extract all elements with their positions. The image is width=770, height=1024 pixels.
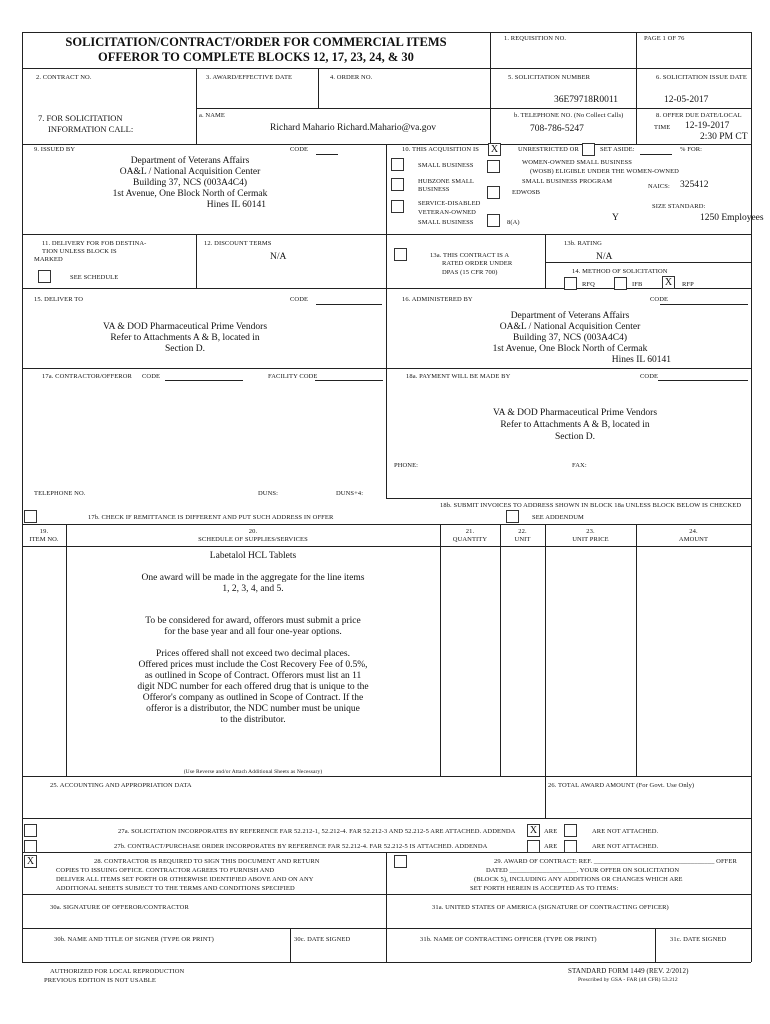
size-standard-value: 1250 Employees bbox=[700, 213, 764, 223]
deliver-to-line-2: Refer to Attachments A & B, located in bbox=[110, 333, 260, 343]
far-27b-checkbox[interactable] bbox=[24, 840, 37, 853]
col-amount: AMOUNT bbox=[678, 536, 709, 543]
para3-line-5: Offeror's company as outlined in Scope of Contract. If the bbox=[142, 693, 364, 703]
delivery-label-2: TION UNLESS BLOCK IS bbox=[42, 248, 117, 255]
for-solicitation-label: 7. FOR SOLICITATION bbox=[38, 113, 123, 123]
rated-order-label-2: RATED ORDER UNDER bbox=[442, 260, 513, 267]
co-date-label: 31c. DATE SIGNED bbox=[670, 936, 727, 943]
administered-by-line-5: Hines IL 60141 bbox=[611, 355, 671, 365]
total-award-label: 26. TOTAL AWARD AMOUNT (For Govt. Use Only) bbox=[548, 782, 695, 789]
delivery-label-3: MARKED bbox=[34, 256, 63, 263]
award-line-3: (BLOCK 5), INCLUDING ANY ADDITIONS OR CHANGES WHICH ARE bbox=[474, 876, 683, 883]
rfq-label: RFQ bbox=[582, 281, 595, 288]
offer-due-date: 12-19-2017 bbox=[685, 121, 730, 131]
form-subtitle: OFFEROR TO COMPLETE BLOCKS 12, 17, 23, 24, & 30 bbox=[98, 50, 414, 64]
wosb-checkbox[interactable] bbox=[487, 160, 500, 173]
col-quantity: QUANTITY bbox=[452, 536, 488, 543]
reverse-note: (Use Reverse and/or Attach Additional Sheets as Necessary) bbox=[183, 769, 323, 775]
para3-line-4: digit NDC number for each offered drug that is unique to the bbox=[137, 682, 369, 692]
discount-terms-label: 12. DISCOUNT TERMS bbox=[204, 240, 272, 247]
contractor-sign-line-3: DELIVER ALL ITEMS SET FORTH OR OTHERWISE IDENTIFIED ABOVE AND ON ANY bbox=[56, 876, 314, 883]
col-quantity-num: 21. bbox=[465, 528, 475, 535]
deliver-to-line-1: VA & DOD Pharmaceutical Prime Vendors bbox=[102, 322, 268, 332]
far-27b-are-not: ARE NOT ATTACHED. bbox=[592, 843, 659, 850]
contractor-code-label: CODE bbox=[142, 373, 161, 380]
hubzone-checkbox[interactable] bbox=[391, 178, 404, 191]
see-addendum-label: SEE ADDENDUM bbox=[532, 514, 584, 521]
item-title: Labetalol HCL Tablets bbox=[209, 551, 297, 561]
eight-a-checkbox[interactable] bbox=[487, 214, 500, 227]
rated-order-label-3: DPAS (15 CFR 700) bbox=[442, 269, 498, 276]
col-unit-price-num: 23. bbox=[586, 528, 595, 535]
award-date-label: 3. AWARD/EFFECTIVE DATE bbox=[206, 74, 293, 81]
page-count: PAGE 1 OF 76 bbox=[644, 35, 685, 42]
hubzone-label-2: BUSINESS bbox=[418, 186, 450, 193]
col-item-no-num: 19. bbox=[39, 528, 49, 535]
set-aside-label: SET ASIDE: bbox=[600, 146, 635, 153]
issued-by-line-4: 1st Avenue, One Block North of Cermak bbox=[112, 189, 268, 199]
contract-no-label: 2. CONTRACT NO. bbox=[36, 74, 92, 81]
deliver-to-line-3: Section D. bbox=[164, 344, 206, 354]
award-checkbox[interactable] bbox=[394, 855, 407, 868]
fax-label: FAX: bbox=[572, 462, 587, 469]
acquisition-label: 10. THIS ACQUISITION IS bbox=[402, 146, 479, 153]
offeror-date-label: 30c. DATE SIGNED bbox=[294, 936, 351, 943]
far-27a-are: ARE bbox=[544, 828, 558, 835]
administered-by-label: 16. ADMINISTERED BY bbox=[402, 296, 473, 303]
issued-by-line-5: Hines IL 60141 bbox=[206, 200, 266, 210]
sdvosb-label: SERVICE-DISABLED bbox=[418, 200, 481, 207]
rfp-checkbox[interactable]: X bbox=[662, 276, 675, 289]
rating-value: N/A bbox=[596, 252, 613, 262]
issued-by-line-3: Building 37, NCS (003A4C4) bbox=[132, 178, 247, 188]
prescribed-by: Prescribed by GSA - FAR (48 CFR) 53.212 bbox=[578, 977, 678, 983]
far-27a-are-checkbox[interactable]: X bbox=[527, 824, 540, 837]
co-signature-label: 31a. UNITED STATES OF AMERICA (SIGNATURE OF CONTRACTING OFFICER) bbox=[432, 904, 669, 911]
col-schedule: SCHEDULE OF SUPPLIES/SERVICES bbox=[198, 536, 308, 543]
wosb-label-2: (WOSB) ELIGIBLE UNDER THE WOMEN-OWNED bbox=[530, 168, 679, 175]
small-business-checkbox[interactable] bbox=[391, 158, 404, 171]
para3-line-6: offeror is a distributor, the NDC number must be unique bbox=[146, 704, 360, 714]
sdvosb-label-3: SMALL BUSINESS bbox=[418, 219, 474, 226]
authorized-note: AUTHORIZED FOR LOCAL REPRODUCTION bbox=[50, 968, 185, 975]
duns-label: DUNS: bbox=[258, 490, 279, 497]
issued-by-line-1: Department of Veterans Affairs bbox=[130, 156, 250, 166]
contractor-sign-line-2: COPIES TO ISSUING OFFICE. CONTRACTOR AGREES TO FURNISH AND bbox=[56, 867, 275, 874]
unrestricted-checkbox[interactable]: X bbox=[488, 143, 501, 156]
telephone-value: 708-786-5247 bbox=[530, 124, 584, 134]
contractor-sign-label: 28. CONTRACTOR IS REQUIRED TO SIGN THIS DOCUMENT AND RETURN bbox=[94, 858, 320, 865]
deliver-to-label: 15. DELIVER TO bbox=[34, 296, 84, 303]
order-no-label: 4. ORDER NO. bbox=[330, 74, 373, 81]
eight-a-value: Y bbox=[612, 213, 619, 223]
col-unit-num: 22. bbox=[518, 528, 527, 535]
issue-date: 12-05-2017 bbox=[664, 95, 709, 105]
unrestricted-label: UNRESTRICTED OR bbox=[518, 146, 579, 153]
solicitation-number-label: 5. SOLICITATION NUMBER bbox=[508, 74, 591, 81]
para3-line-1: Prices offered shall not exceed two decimal places. bbox=[156, 649, 350, 659]
col-schedule-num: 20. bbox=[248, 528, 258, 535]
telephone-no-label: TELEPHONE NO. bbox=[34, 490, 86, 497]
issued-by-line-2: OA&L / National Acquisition Center bbox=[119, 167, 261, 177]
deliver-to-code-label: CODE bbox=[290, 296, 309, 303]
discount-terms-value: N/A bbox=[270, 252, 287, 262]
remittance-checkbox[interactable] bbox=[24, 510, 37, 523]
issued-by-label: 9. ISSUED BY bbox=[34, 146, 76, 153]
hubzone-label: HUBZONE SMALL bbox=[418, 178, 475, 185]
col-unit: UNIT bbox=[514, 536, 531, 543]
contractor-sign-checkbox[interactable]: X bbox=[24, 855, 37, 868]
method-label: 14. METHOD OF SOLICITATION bbox=[572, 268, 668, 275]
para3-line-7: to the distributor. bbox=[220, 715, 286, 725]
percent-for-label: % FOR: bbox=[680, 146, 703, 153]
rating-label: 13b. RATING bbox=[564, 240, 602, 247]
see-addendum-checkbox[interactable] bbox=[506, 510, 519, 523]
submit-invoices-label: 18b. SUBMIT INVOICES TO ADDRESS SHOWN IN BLOCK 18a UNLESS BLOCK BELOW IS CHECKED bbox=[440, 502, 742, 509]
payment-line-2: Refer to Attachments A & B, located in bbox=[500, 420, 650, 430]
administered-by-line-4: 1st Avenue, One Block North of Cermak bbox=[492, 344, 648, 354]
solicitation-number: 36E79718R0011 bbox=[554, 95, 619, 105]
see-schedule-checkbox[interactable] bbox=[38, 270, 51, 283]
administered-by-line-3: Building 37, NCS (003A4C4) bbox=[512, 333, 627, 343]
far-27b-are-not-checkbox[interactable] bbox=[564, 840, 577, 853]
para2-line-1: To be considered for award, offerors must submit a price bbox=[145, 616, 361, 626]
payment-line-3: Section D. bbox=[554, 432, 596, 442]
telephone-label: b. TELEPHONE NO. (No Collect Calls) bbox=[514, 112, 624, 119]
sdvosb-label-2: VETERAN-OWNED bbox=[418, 209, 476, 216]
offer-due-label: 8. OFFER DUE DATE/LOCAL bbox=[656, 112, 742, 119]
size-standard-label: SIZE STANDARD: bbox=[652, 203, 706, 210]
remittance-label: 17b. CHECK IF REMITTANCE IS DIFFERENT AND PUT SUCH ADDRESS IN OFFER bbox=[88, 514, 334, 521]
edwosb-label: EDWOSB bbox=[512, 189, 541, 196]
para1-line-2: 1, 2, 3, 4, and 5. bbox=[222, 584, 284, 594]
para3-line-3: as outlined in Scope of Contract. Offerors must list an 11 bbox=[144, 671, 362, 681]
sdvosb-checkbox[interactable] bbox=[391, 200, 404, 213]
para2-line-2: for the base year and all four one-year options. bbox=[164, 627, 342, 637]
rfq-checkbox[interactable] bbox=[564, 277, 577, 290]
para3-line-2: Offered prices must include the Cost Recovery Fee of 0.5%, bbox=[138, 660, 368, 670]
contractor-label: 17a. CONTRACTOR/OFFEROR bbox=[42, 373, 132, 380]
accounting-label: 25. ACCOUNTING AND APPROPRIATION DATA bbox=[50, 782, 192, 789]
co-name-label: 31b. NAME OF CONTRACTING OFFICER (TYPE OR PRINT) bbox=[420, 936, 597, 943]
award-line-2: DATED ____________________. YOUR OFFER ON SOLICITATION bbox=[486, 867, 680, 874]
col-amount-num: 24. bbox=[689, 528, 698, 535]
information-call-label: INFORMATION CALL: bbox=[48, 124, 134, 134]
administered-by-line-1: Department of Veterans Affairs bbox=[510, 311, 630, 321]
duns4-label: DUNS+4: bbox=[336, 490, 364, 497]
wosb-label: WOMEN-OWNED SMALL BUSINESS bbox=[522, 159, 632, 166]
administered-by-code-label: CODE bbox=[650, 296, 669, 303]
small-business-label: SMALL BUSINESS bbox=[418, 162, 474, 169]
delivery-label: 11. DELIVERY FOR FOB DESTINA- bbox=[42, 240, 147, 247]
far-27a-label: 27a. SOLICITATION INCORPORATES BY REFERENCE FAR 52.212-1, 52.212-4. FAR 52.212-3 AND 52.212-5 ARE ATTACHED. ADDENDA bbox=[118, 828, 516, 835]
see-schedule-label: SEE SCHEDULE bbox=[70, 274, 119, 281]
form-number: STANDARD FORM 1449 (REV. 2/2012) bbox=[568, 967, 689, 975]
form-title: SOLICITATION/CONTRACT/ORDER FOR COMMERCIAL ITEMS bbox=[65, 35, 447, 49]
ifb-checkbox[interactable] bbox=[614, 277, 627, 290]
requisition-no-label: 1. REQUISITION NO. bbox=[504, 35, 567, 42]
award-label: 29. AWARD OF CONTRACT: REF. ____________________________________ OFFER bbox=[494, 858, 737, 865]
rfp-label: RFP bbox=[682, 281, 694, 288]
far-27b-are: ARE bbox=[544, 843, 558, 850]
far-27a-are-not: ARE NOT ATTACHED. bbox=[592, 828, 659, 835]
far-27b-are-checkbox[interactable] bbox=[527, 840, 540, 853]
previous-edition-note: PREVIOUS EDITION IS NOT USABLE bbox=[44, 977, 156, 984]
contractor-sign-line-4: ADDITIONAL SHEETS SUBJECT TO THE TERMS AND CONDITIONS SPECIFIED bbox=[56, 885, 295, 892]
eight-a-label: 8(A) bbox=[507, 219, 520, 226]
edwosb-checkbox[interactable] bbox=[487, 186, 500, 199]
para1-line-1: One award will be made in the aggregate for the line items bbox=[141, 573, 365, 583]
award-line-4: SET FORTH HEREIN IS ACCEPTED AS TO ITEMS: bbox=[470, 885, 619, 892]
time-label: TIME bbox=[654, 124, 671, 131]
rated-order-checkbox[interactable] bbox=[394, 248, 407, 261]
issued-by-code-label: CODE bbox=[290, 146, 309, 153]
naics-label: NAICS: bbox=[648, 183, 670, 190]
payment-line-1: VA & DOD Pharmaceutical Prime Vendors bbox=[492, 408, 658, 418]
name-label: a. NAME bbox=[199, 112, 225, 119]
naics-value: 325412 bbox=[680, 180, 709, 190]
issue-date-label: 6. SOLICITATION ISSUE DATE bbox=[656, 74, 747, 81]
facility-code-label: FACILITY CODE bbox=[268, 373, 318, 380]
far-27a-checkbox[interactable] bbox=[24, 824, 37, 837]
wosb-label-3: SMALL BUSINESS PROGRAM bbox=[522, 178, 613, 185]
signer-name-label: 30b. NAME AND TITLE OF SIGNER (TYPE OR PRINT) bbox=[54, 936, 214, 943]
payment-code-label: CODE bbox=[640, 373, 659, 380]
offer-due-time: 2:30 PM CT bbox=[700, 132, 748, 142]
set-aside-checkbox[interactable] bbox=[582, 143, 595, 156]
contact-name: Richard Mahario Richard.Mahario@va.gov bbox=[270, 123, 436, 133]
offeror-signature-label: 30a. SIGNATURE OF OFFEROR/CONTRACTOR bbox=[50, 904, 189, 911]
col-item-no: ITEM NO. bbox=[29, 536, 59, 543]
col-unit-price: UNIT PRICE bbox=[572, 536, 609, 543]
administered-by-line-2: OA&L / National Acquisition Center bbox=[499, 322, 641, 332]
payment-label: 18a. PAYMENT WILL BE MADE BY bbox=[406, 373, 511, 380]
phone-label: PHONE: bbox=[394, 462, 419, 469]
rated-order-label: 13a. THIS CONTRACT IS A bbox=[430, 252, 510, 259]
ifb-label: IFB bbox=[632, 281, 643, 288]
far-27b-label: 27b. CONTRACT/PURCHASE ORDER INCORPORATES BY REFERENCE FAR 52.212-4. FAR 52.212-5 IS ATTACHED. ADDENDA bbox=[114, 843, 488, 850]
far-27a-are-not-checkbox[interactable] bbox=[564, 824, 577, 837]
